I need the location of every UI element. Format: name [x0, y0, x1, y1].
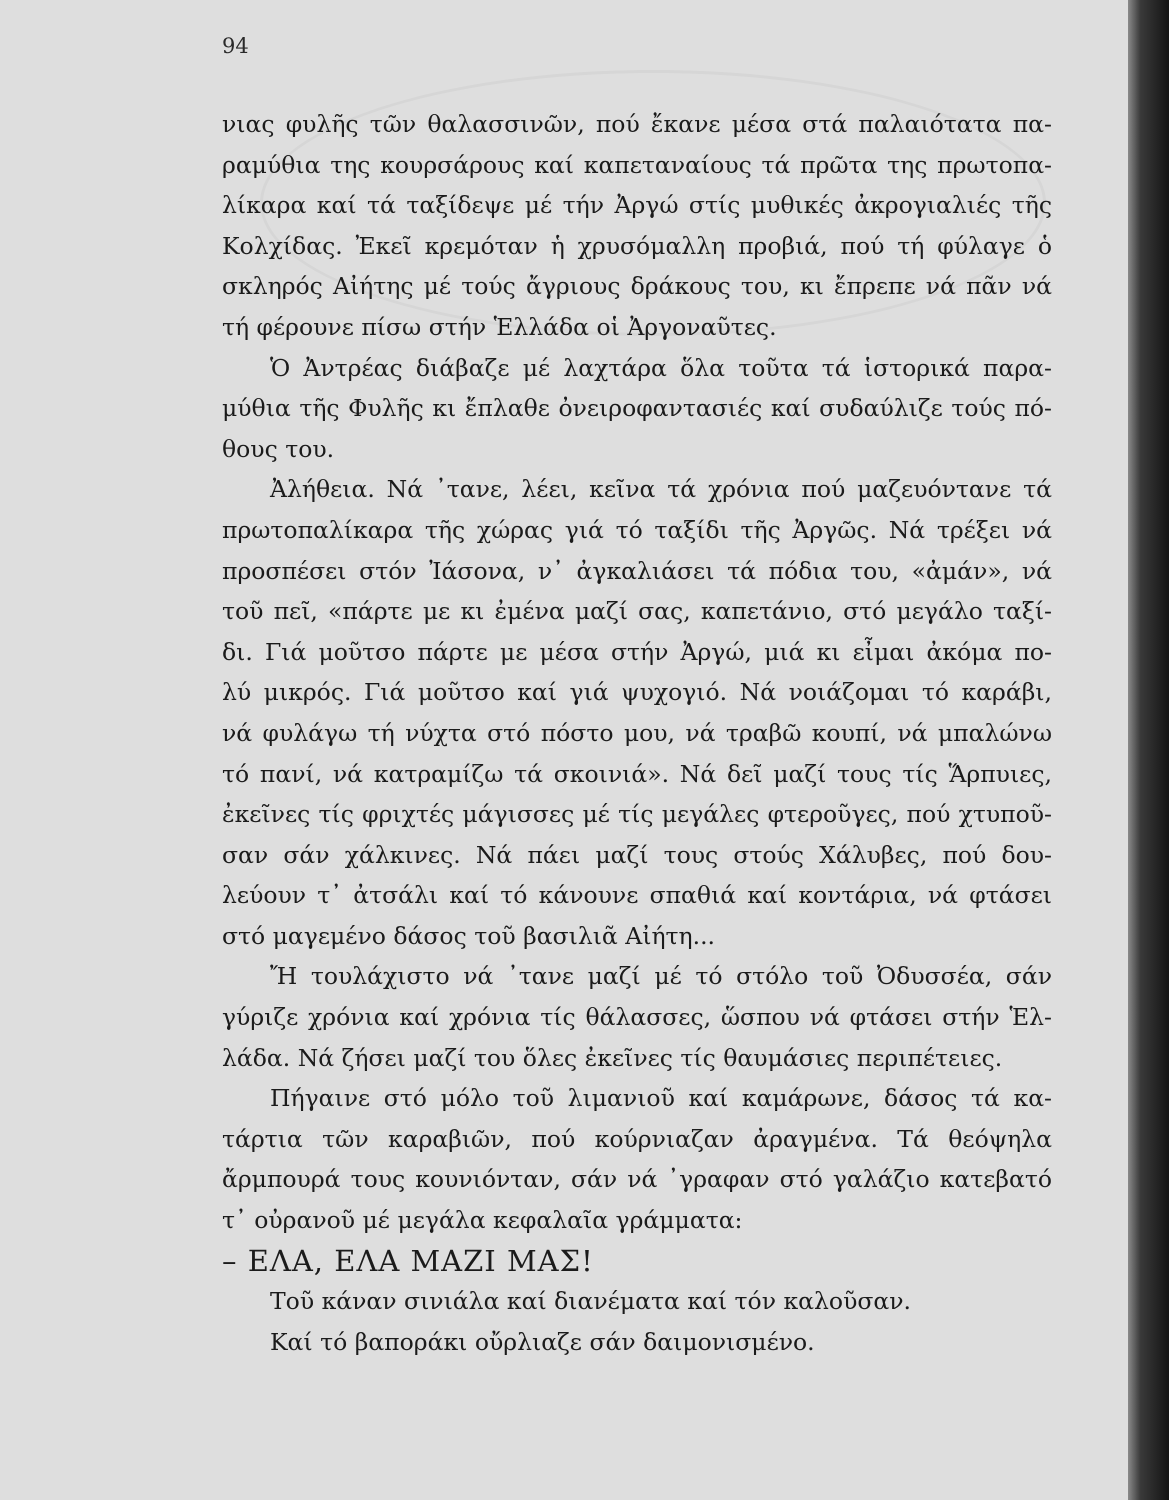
text-line: Κολχίδας. Ἐκεῖ κρεμόταν ἡ χρυσόμαλλη προβιά, πού τή φύλαγε ὁ — [222, 231, 1052, 260]
text-line: μύθια τῆς Φυλῆς κι ἔπλαθε ὀνειροφαντασιές καί συδαύλιζε τούς πό- — [222, 394, 1052, 423]
text-line: νά φυλάγω τή νύχτα στό πόστο μου, νά τραβῶ κουπί, νά μπαλώνω — [222, 718, 1052, 747]
text-line: θους του. — [222, 434, 335, 463]
text-line: πρωτοπαλίκαρα τῆς χώρας γιά τό ταξίδι τῆς Ἀργῶς. Νά τρέξει νά — [222, 515, 1052, 544]
text-line: Ὁ Ἀντρέας διάβαζε μέ λαχτάρα ὅλα τοῦτα τά ἱστορικά παρα- — [270, 353, 1052, 382]
text-line: Τοῦ κάναν σινιάλα καί διανέματα καί τόν καλοῦσαν. — [270, 1287, 912, 1316]
text-line: ἐκεῖνες τίς φριχτές μάγισσες μέ τίς μεγάλες φτεροῦγες, πού χτυποῦ- — [222, 800, 1052, 829]
text-line: τ᾽ οὐρανοῦ μέ μεγάλα κεφαλαῖα γράμματα: — [222, 1206, 743, 1235]
text-line: σκληρός Αἰήτης μέ τούς ἄγριους δράκους του, κι ἔπρεπε νά πᾶν νά — [222, 272, 1052, 301]
text-line: λάδα. Νά ζήσει μαζί του ὅλες ἐκεῖνες τίς θαυμάσιες περιπέτειες. — [222, 1043, 1003, 1072]
text-line: νιας φυλῆς τῶν θαλασσινῶν, πού ἔκανε μέσα στά παλαιότατα πα- — [222, 110, 1052, 138]
text-line: γύριζε χρόνια καί χρόνια τίς θάλασσες, ὥσπου νά φτάσει στήν Ἑλ- — [222, 1003, 1052, 1032]
text-line: τό πανί, νά κατραμίζω τά σκοινιά». Νά δεῖ μαζί τους τίς Ἅρπυιες, — [222, 759, 1052, 788]
text-line: ραμύθια της κουρσάρους καί καπεταναίους τά πρῶτα της πρωτοπα- — [222, 150, 1052, 179]
page-number: 94 — [222, 34, 249, 58]
text-line: Ἀλήθεια. Νά ᾽τανε, λέει, κεῖνα τά χρόνια πού μαζευόντανε τά — [270, 475, 1052, 504]
text-line: τάρτια τῶν καραβιῶν, πού κούρνιαζαν ἀραγμένα. Τά θεόψηλα — [222, 1124, 1052, 1153]
text-line: σαν σάν χάλκινες. Νά πάει μαζί τους στούς Χάλυβες, πού δου- — [222, 840, 1052, 869]
body-text — [222, 104, 1052, 1362]
book-spine-shadow — [1128, 0, 1169, 1500]
text-line: λύ μικρός. Γιά μοῦτσο καί γιά ψυχογιό. Νά νοιάζομαι τό καράβι, — [222, 678, 1052, 707]
text-line: Καί τό βαποράκι οὔρλιαζε σάν δαιμονισμένο. — [270, 1327, 815, 1356]
text-line: τοῦ πεῖ, «πάρτε με κι ἐμένα μαζί σας, καπετάνιο, στό μεγάλο ταξί- — [222, 597, 1052, 626]
text-line: τή φέρουνε πίσω στήν Ἑλλάδα οἱ Ἀργοναῦτες. — [222, 312, 777, 341]
text-line: λίκαρα καί τά ταξίδεψε μέ τήν Ἀργώ στίς μυθικές ἀκρογιαλιές τῆς — [222, 191, 1052, 220]
dialogue-line: – ΕΛΑ, ΕΛΑ ΜΑΖΙ ΜΑΣ! — [222, 1243, 594, 1278]
text-line: προσπέσει στόν Ἰάσονα, ν᾽ ἀγκαλιάσει τά πόδια του, «ἀμάν», νά — [222, 556, 1052, 585]
text-line: λεύουν τ᾽ ἀτσάλι καί τό κάνουνε σπαθιά καί κοντάρια, νά φτάσει — [222, 881, 1052, 910]
text-line: ἄρμπουρά τους κουνιόνταν, σάν νά ᾽γραφαν στό γαλάζιο κατεβατό — [222, 1165, 1052, 1194]
text-line: δι. Γιά μοῦτσο πάρτε με μέσα στήν Ἀργώ, μιά κι εἶμαι ἀκόμα πο- — [222, 637, 1052, 666]
text-line: Ἤ τουλάχιστο νά ᾽τανε μαζί μέ τό στόλο τοῦ Ὀδυσσέα, σάν — [270, 962, 1052, 991]
text-line: Πήγαινε στό μόλο τοῦ λιμανιοῦ καί καμάρωνε, δάσος τά κα- — [270, 1084, 1052, 1113]
text-line: στό μαγεμένο δάσος τοῦ βασιλιᾶ Αἰήτη... — [222, 921, 716, 950]
